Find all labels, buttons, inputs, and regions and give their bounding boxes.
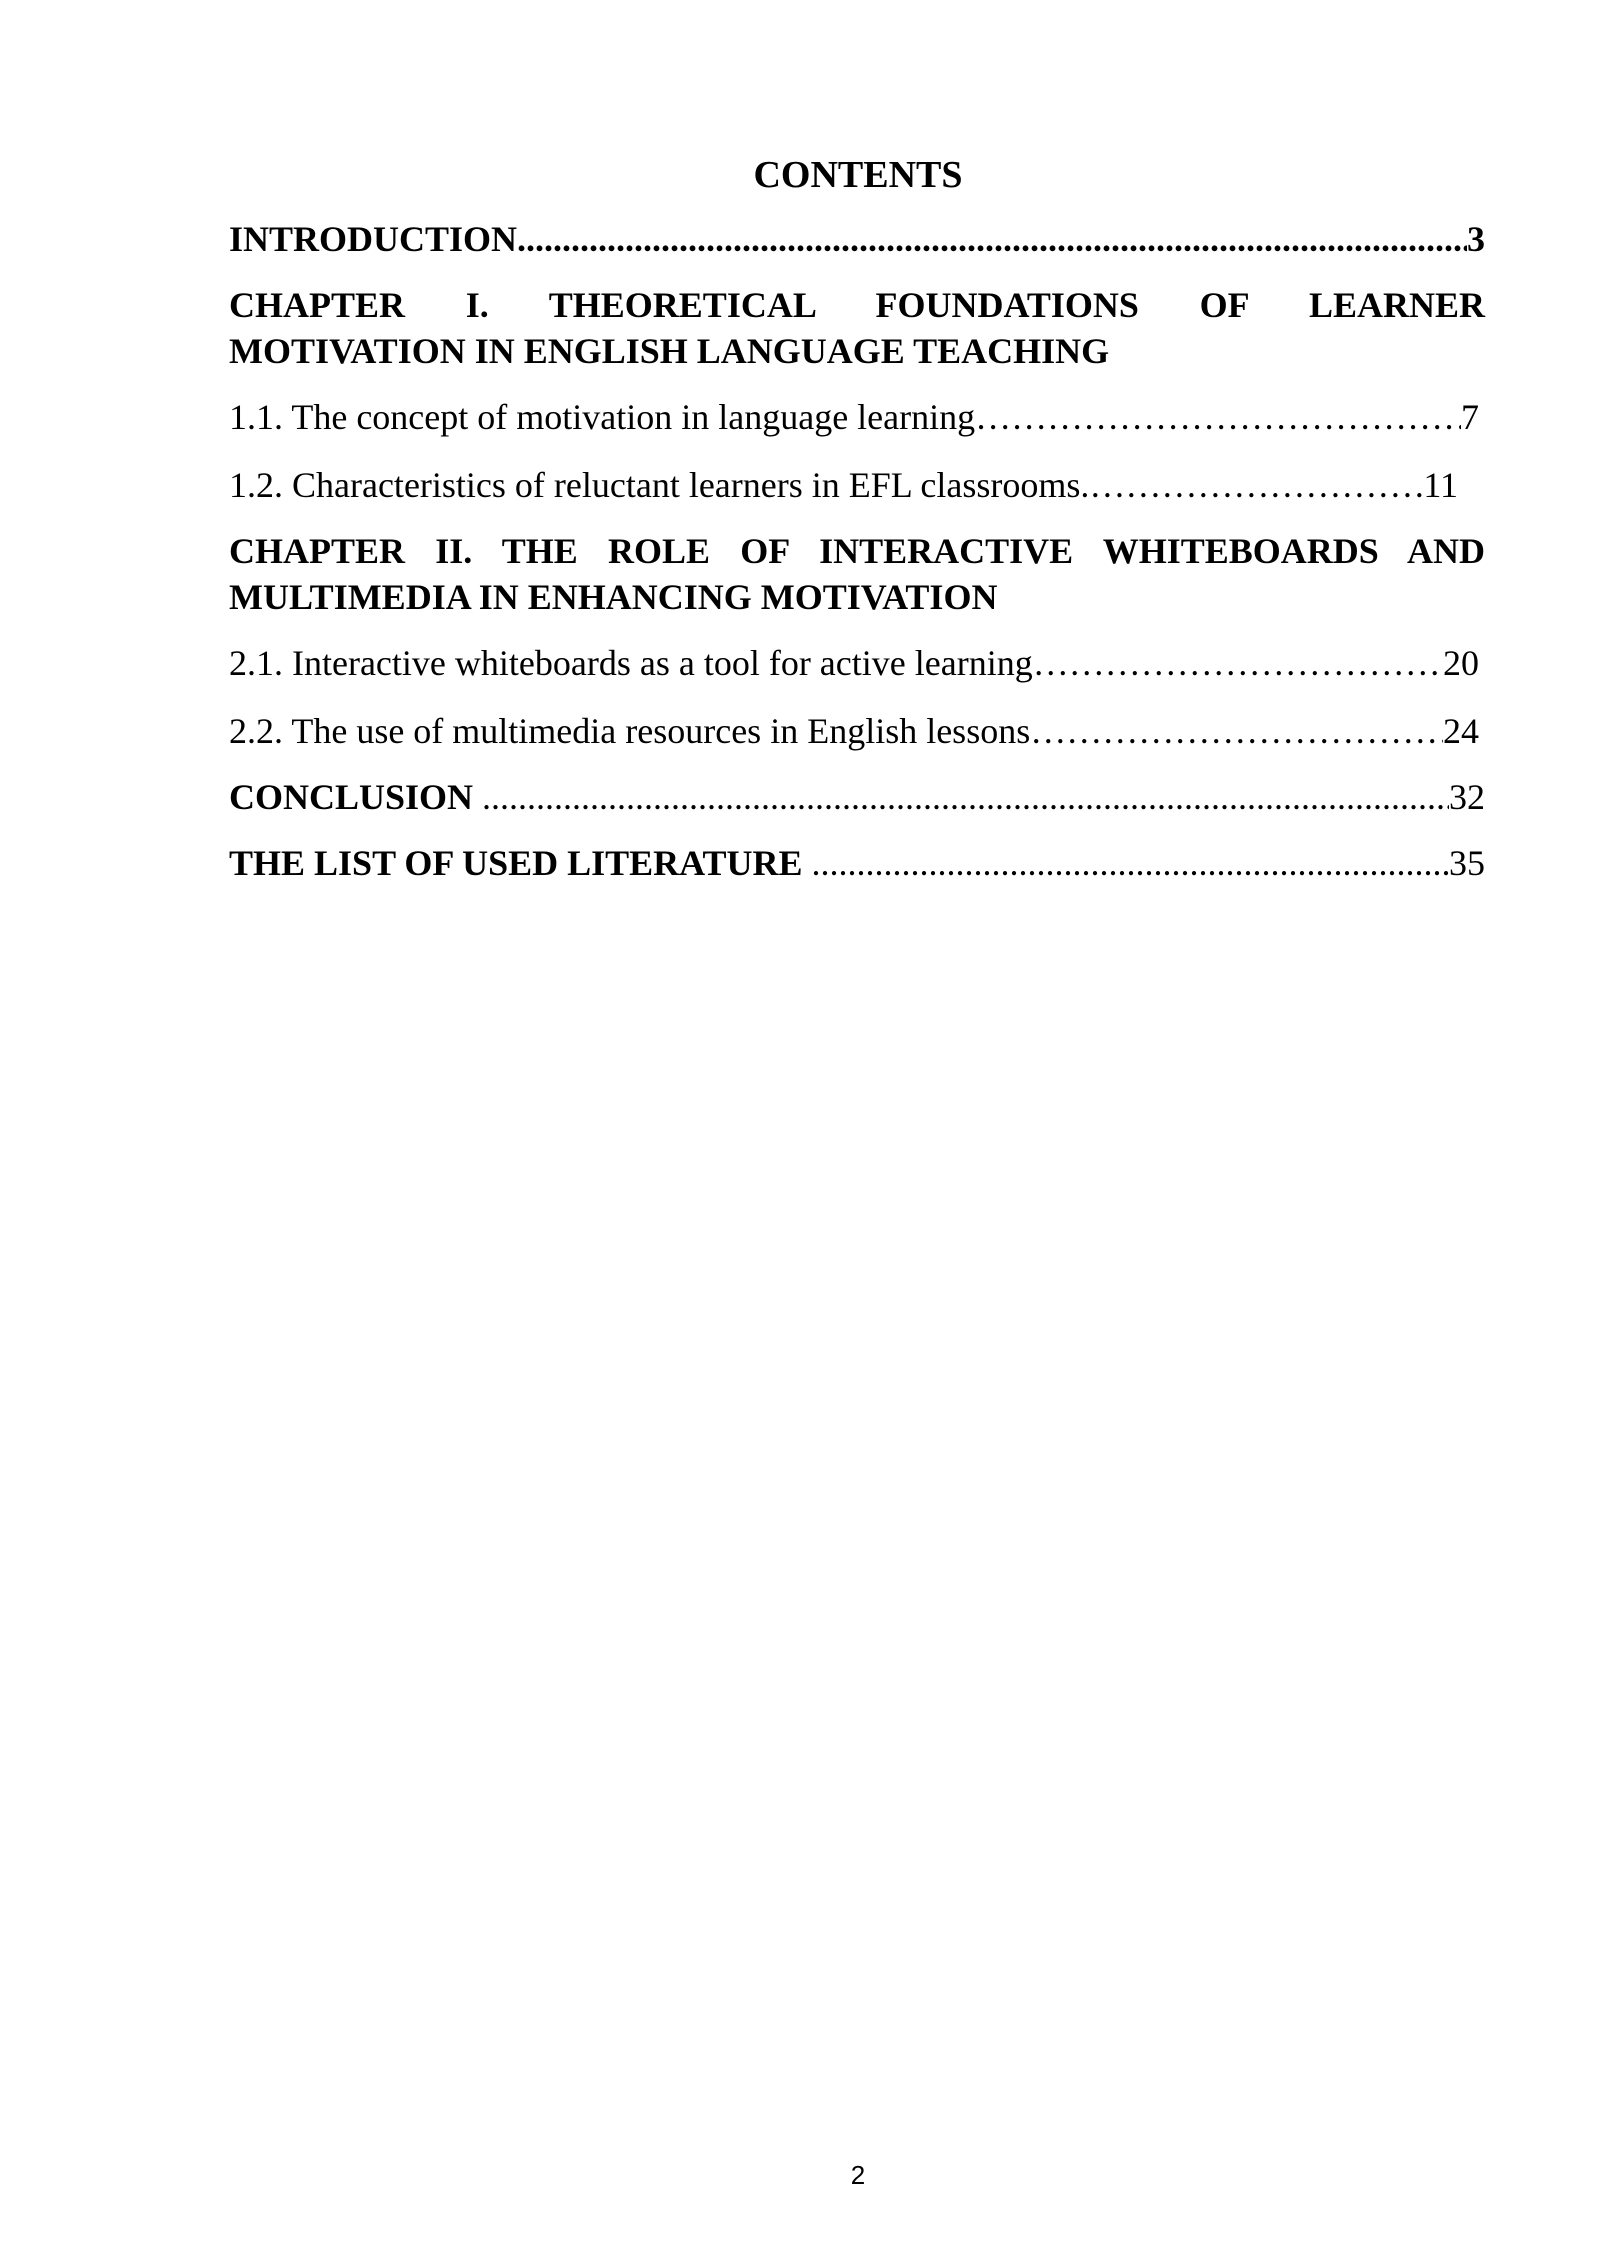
toc-entry-title: 2.2. The use of multimedia resources in English lessons (229, 711, 1031, 751)
toc-entry-title: INTRODUCTION (229, 219, 518, 259)
page-number: 2 (850, 2160, 866, 2190)
toc-entry-chapter-2[interactable] (229, 528, 1485, 620)
chapter-title-line: CHAPTER I. THEORETICAL FOUNDATIONS OF LEARNER (229, 285, 1485, 325)
toc-entry-chapter-1[interactable] (229, 282, 1485, 374)
toc-entry-page: 24 (1443, 711, 1479, 751)
toc-entry-literature[interactable] (229, 838, 1485, 888)
toc-entry-section-2-2[interactable] (229, 706, 1485, 756)
toc-entry-title: 2.1. Interactive whiteboards as a tool for active learning (229, 643, 1033, 683)
spacer (229, 688, 1485, 706)
contents-heading: CONTENTS (753, 154, 963, 196)
dot-leader (517, 214, 1467, 264)
chapter-title-line: MOTIVATION IN ENGLISH LANGUAGE TEACHING (229, 331, 1110, 371)
toc-entry-title: 1.1. The concept of motivation in language learning (229, 397, 976, 437)
toc-entry-section-1-2[interactable] (229, 460, 1458, 510)
toc-entry-page: 7 (1461, 397, 1479, 437)
spacer (229, 264, 1485, 282)
spacer (229, 822, 1485, 838)
toc-entry-title: THE LIST OF USED LITERATURE (229, 843, 812, 883)
toc-entry-section-2-1[interactable] (229, 638, 1485, 688)
toc-entry-section-1-1[interactable] (229, 392, 1485, 442)
spacer (229, 374, 1485, 392)
dot-leader (1030, 706, 1443, 756)
toc-entry-page: 3 (1467, 219, 1485, 259)
dot-leader (482, 772, 1449, 822)
dot-leader (812, 838, 1449, 888)
dot-leader (975, 392, 1461, 442)
table-of-contents (229, 214, 1485, 888)
toc-entry-title: 1.2. Characteristics of reluctant learners in EFL classrooms. (229, 465, 1090, 505)
spacer (229, 442, 1485, 460)
toc-entry-page: 11 (1423, 465, 1458, 505)
spacer (229, 510, 1485, 528)
toc-entry-introduction[interactable] (229, 214, 1485, 264)
dot-leader (1089, 460, 1423, 510)
spacer (229, 620, 1485, 638)
dot-leader (1033, 638, 1443, 688)
toc-entry-conclusion[interactable] (229, 772, 1485, 822)
chapter-title-line: MULTIMEDIA IN ENHANCING MOTIVATION (229, 577, 998, 617)
chapter-title-line: CHAPTER II. THE ROLE OF INTERACTIVE WHITEBOARDS AND (229, 531, 1485, 571)
toc-entry-page: 35 (1449, 843, 1485, 883)
toc-entry-title: CONCLUSION (229, 777, 483, 817)
toc-entry-page: 32 (1449, 777, 1485, 817)
spacer (229, 756, 1485, 772)
toc-entry-page: 20 (1443, 643, 1479, 683)
